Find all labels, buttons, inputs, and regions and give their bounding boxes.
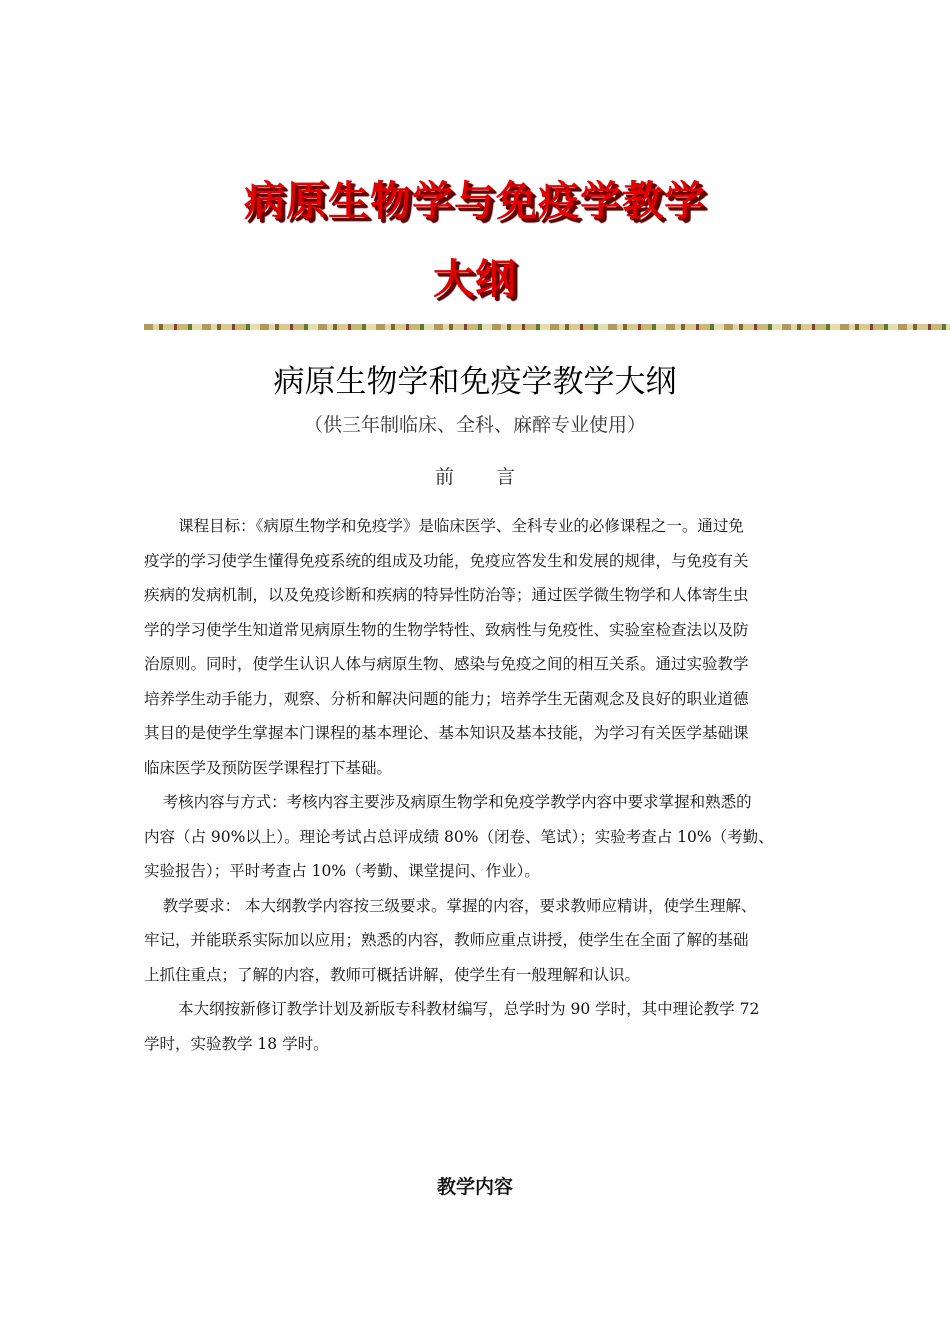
paragraph-course-objectives: 课程目标：《病原生物学和免疫学》是临床医学、全科专业的必修课程之一。通过免 疫学的学习使学生懂得免疫系统的组成及功能，免疫应答发生和发展的规律，与免疫有关 疾病的发病机制，以及免疫诊断和疾病的特异性防治等；通过医学微生物学和人体寄生虫 学的学习使学生知道常见病原生物的生物学特性、致病性与免疫性、实验室检查法以及防 治原则。同时，使学生认识人体与病原生物、感染与免疫之间的相互关系。通过实验教学 培养学生动手能力，观察、分析和解决问题的能力；培养学生无菌观念及良好的职业道德 其目的是使学生掌握本门课程的基本理论、基本知识及基本技能，为学习有关医学基础课 临床医学及预防医学课程打下基础。 xyxy=(144,517,749,777)
paragraph-assessment: 考核内容与方式：考核内容主要涉及病原生物学和免疫学教学内容中要求掌握和熟悉的 内容（占 90%以上）。理论考试占总评成绩 80%（闭卷、笔试）；实验考查占 10%（考勤、 实验报告）；平时考查占 10%（考勤、课堂提问、作业）。 xyxy=(144,793,774,880)
preface-char-1: 前 xyxy=(434,466,454,488)
paragraph-hours: 本大纲按新修订教学计划及新版专科教材编写，总学时为 90 学时，其中理论教学 72 学时，实验教学 18 学时。 xyxy=(144,1000,760,1053)
document-subtitle: （供三年制临床、全科、麻醉专业使用） xyxy=(303,414,646,436)
section-title-teaching-content: 教学内容 xyxy=(436,1176,513,1198)
banner-title-line-1: 病原生物学与免疫学教学 xyxy=(244,177,706,225)
preface-char-2: 言 xyxy=(496,466,516,488)
preface-heading xyxy=(0,462,950,489)
paragraph-teaching-requirements: 教学要求： 本大纲教学内容按三级要求。掌握的内容，要求教师应精讲，使学生理解、 牢记，并能联系实际加以应用；熟悉的内容，教师应重点讲授，使学生在全面了解的基础 上抓住重点；了解的内容，教师可概括讲解，使学生有一般理解和认识。 xyxy=(144,896,757,984)
preface-body xyxy=(144,509,820,1061)
document-title: 病原生物学和免疫学教学大纲 xyxy=(273,364,677,400)
banner-title-line-2: 大纲 xyxy=(433,255,517,303)
decorative-divider xyxy=(144,324,950,330)
